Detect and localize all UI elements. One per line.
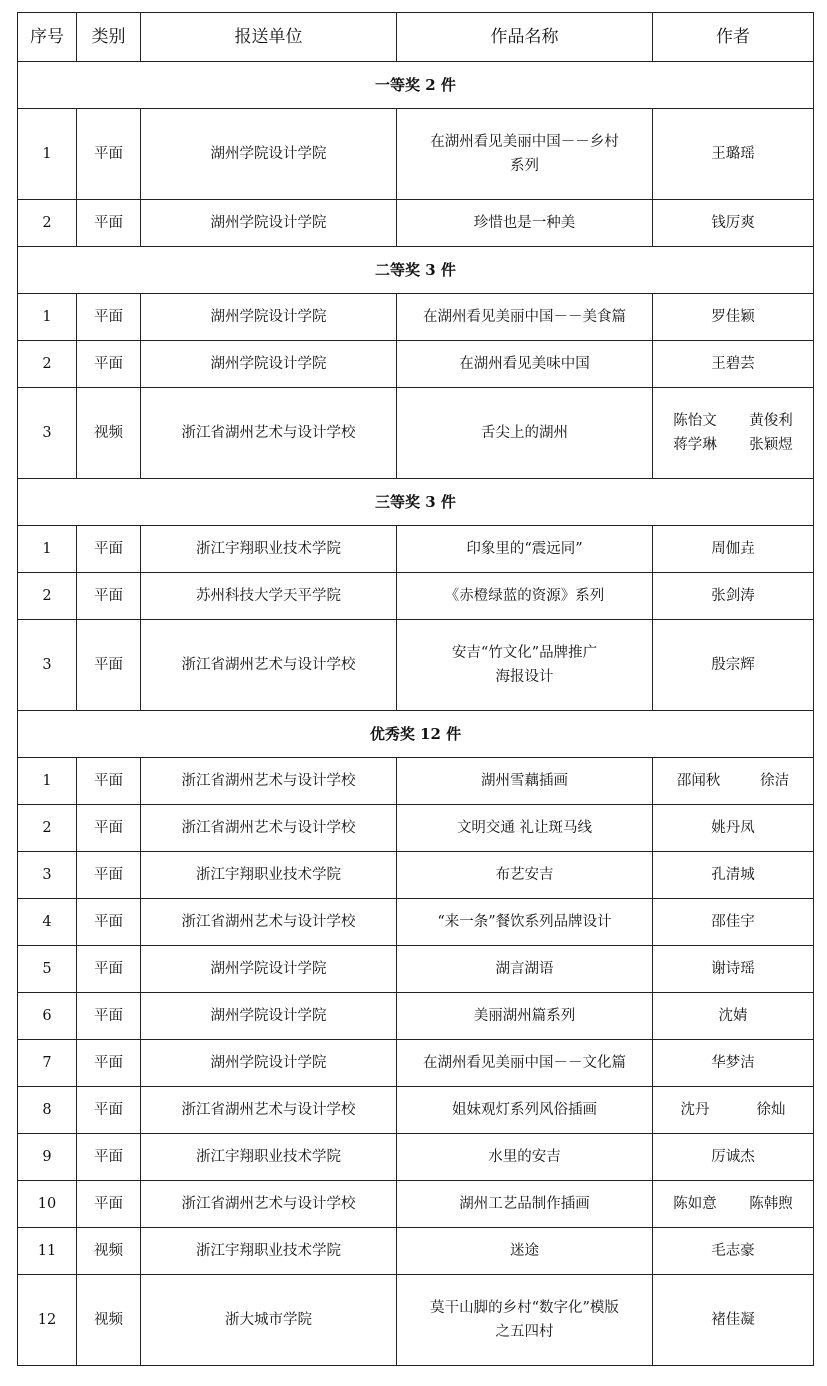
cell-type: 平面 xyxy=(77,109,141,200)
author-name: 张剑涛 xyxy=(711,588,755,604)
cell-work xyxy=(397,946,653,993)
work-title-line: 安吉“竹文化”品牌推广 xyxy=(451,645,598,661)
cell-type: 视频 xyxy=(77,1275,141,1366)
table-body xyxy=(18,62,814,1366)
cell-type: 平面 xyxy=(77,1087,141,1134)
cell-type: 平面 xyxy=(77,341,141,388)
cell-type: 视频 xyxy=(77,388,141,479)
cell-no: 4 xyxy=(18,899,77,946)
cell-unit: 湖州学院设计学院 xyxy=(141,341,397,388)
author-name: 黄俊利 xyxy=(749,413,793,429)
work-title-line: 系列 xyxy=(510,158,539,174)
cell-author xyxy=(653,805,814,852)
cell-work xyxy=(397,1275,653,1366)
author-name: 钱厉爽 xyxy=(711,215,755,231)
work-title-line: 迷途 xyxy=(510,1243,539,1259)
table-row xyxy=(18,388,814,479)
work-title-line: 美丽湖州篇系列 xyxy=(473,1008,576,1024)
table-row xyxy=(18,341,814,388)
work-title-line: 舌尖上的湖州 xyxy=(481,425,568,441)
cell-no: 11 xyxy=(18,1228,77,1275)
author-name: 邵佳宇 xyxy=(711,914,755,930)
author-name: 华梦洁 xyxy=(711,1055,755,1071)
cell-work xyxy=(397,1228,653,1275)
section-title: 优秀奖 12 件 xyxy=(18,711,814,758)
cell-work xyxy=(397,573,653,620)
cell-no: 6 xyxy=(18,993,77,1040)
section-title: 二等奖 3 件 xyxy=(18,247,814,294)
table-row xyxy=(18,1228,814,1275)
cell-unit: 湖州学院设计学院 xyxy=(141,200,397,247)
cell-no: 1 xyxy=(18,109,77,200)
cell-unit: 湖州学院设计学院 xyxy=(141,1040,397,1087)
cell-type: 平面 xyxy=(77,805,141,852)
cell-author xyxy=(653,1040,814,1087)
cell-no: 1 xyxy=(18,294,77,341)
table-row xyxy=(18,620,814,711)
author-name: 沈婧 xyxy=(718,1008,748,1024)
cell-type: 平面 xyxy=(77,526,141,573)
work-title-line: 水里的安吉 xyxy=(488,1149,561,1165)
cell-work xyxy=(397,620,653,711)
table-row xyxy=(18,852,814,899)
cell-author xyxy=(653,1134,814,1181)
table-row xyxy=(18,526,814,573)
award-table xyxy=(17,12,814,1366)
cell-unit: 浙江省湖州艺术与设计学校 xyxy=(141,620,397,711)
cell-author xyxy=(653,852,814,899)
cell-work xyxy=(397,1181,653,1228)
work-title-line: 在湖州看见美味中国 xyxy=(459,356,590,372)
header-type: 类别 xyxy=(77,13,141,62)
cell-type: 平面 xyxy=(77,946,141,993)
cell-work xyxy=(397,109,653,200)
work-title-line: 珍惜也是一种美 xyxy=(473,215,576,231)
cell-type: 平面 xyxy=(77,758,141,805)
cell-unit: 浙江宇翔职业技术学院 xyxy=(141,852,397,899)
author-name: 孔清城 xyxy=(711,867,755,883)
cell-no: 1 xyxy=(18,526,77,573)
table-row xyxy=(18,1087,814,1134)
cell-type: 平面 xyxy=(77,852,141,899)
cell-unit: 湖州学院设计学院 xyxy=(141,109,397,200)
cell-no: 2 xyxy=(18,200,77,247)
author-pair xyxy=(657,1192,809,1216)
cell-author xyxy=(653,526,814,573)
work-title-line: 在湖州看见美丽中国－－文化篇 xyxy=(423,1055,626,1071)
cell-unit: 苏州科技大学天平学院 xyxy=(141,573,397,620)
author-name: 陈韩煦 xyxy=(749,1196,793,1212)
author-name: 蒋学琳 xyxy=(673,437,717,453)
cell-author xyxy=(653,758,814,805)
cell-no: 10 xyxy=(18,1181,77,1228)
table-row xyxy=(18,758,814,805)
table-row xyxy=(18,1134,814,1181)
header-author: 作者 xyxy=(653,13,814,62)
cell-type: 平面 xyxy=(77,899,141,946)
cell-no: 5 xyxy=(18,946,77,993)
cell-unit: 浙江宇翔职业技术学院 xyxy=(141,1228,397,1275)
cell-unit: 浙江省湖州艺术与设计学校 xyxy=(141,758,397,805)
table-row xyxy=(18,1181,814,1228)
cell-work xyxy=(397,1134,653,1181)
work-title-line: 布艺安吉 xyxy=(495,867,554,883)
author-name: 王碧芸 xyxy=(711,356,755,372)
header-work: 作品名称 xyxy=(397,13,653,62)
author-name: 徐灿 xyxy=(756,1102,786,1118)
work-title-line: 莫干山脚的乡村“数字化”模版 xyxy=(430,1300,619,1316)
cell-work xyxy=(397,1040,653,1087)
section-header-row xyxy=(18,711,814,758)
work-title-line: 在湖州看见美丽中国－－美食篇 xyxy=(423,309,626,325)
cell-author xyxy=(653,993,814,1040)
cell-author xyxy=(653,109,814,200)
author-pair xyxy=(657,433,809,457)
cell-no: 12 xyxy=(18,1275,77,1366)
author-name: 毛志豪 xyxy=(711,1243,755,1259)
author-name: 王璐瑶 xyxy=(711,146,755,162)
table-row xyxy=(18,899,814,946)
cell-author xyxy=(653,341,814,388)
cell-work xyxy=(397,805,653,852)
cell-type: 平面 xyxy=(77,993,141,1040)
work-title-line: 印象里的“震远同” xyxy=(466,541,583,557)
cell-unit: 浙江宇翔职业技术学院 xyxy=(141,526,397,573)
table-row xyxy=(18,294,814,341)
work-title-line: 《赤橙绿蓝的资源》系列 xyxy=(444,588,605,604)
cell-type: 视频 xyxy=(77,1228,141,1275)
cell-unit: 浙江省湖州艺术与设计学校 xyxy=(141,388,397,479)
cell-author xyxy=(653,1181,814,1228)
author-name: 谢诗瑶 xyxy=(711,961,755,977)
cell-author xyxy=(653,294,814,341)
author-name: 徐洁 xyxy=(760,773,790,789)
table-row xyxy=(18,573,814,620)
cell-type: 平面 xyxy=(77,573,141,620)
table-row xyxy=(18,200,814,247)
cell-unit: 浙江省湖州艺术与设计学校 xyxy=(141,899,397,946)
author-name: 姚丹凤 xyxy=(711,820,755,836)
cell-work xyxy=(397,993,653,1040)
cell-no: 1 xyxy=(18,758,77,805)
cell-author xyxy=(653,573,814,620)
work-title-line: 之五四村 xyxy=(495,1324,554,1340)
cell-author xyxy=(653,1275,814,1366)
cell-no: 3 xyxy=(18,852,77,899)
table-row xyxy=(18,993,814,1040)
section-title: 一等奖 2 件 xyxy=(18,62,814,109)
cell-no: 2 xyxy=(18,341,77,388)
cell-author xyxy=(653,388,814,479)
work-title-line: 在湖州看见美丽中国－－乡村 xyxy=(430,134,619,150)
cell-unit: 浙大城市学院 xyxy=(141,1275,397,1366)
cell-work xyxy=(397,341,653,388)
author-name: 罗佳颖 xyxy=(711,309,755,325)
cell-work xyxy=(397,852,653,899)
author-name: 殷宗辉 xyxy=(711,657,755,673)
table-row xyxy=(18,946,814,993)
table-row xyxy=(18,109,814,200)
work-title-line: 湖州雪藕插画 xyxy=(481,773,568,789)
author-name: 沈丹 xyxy=(680,1102,710,1118)
author-name: 陈如意 xyxy=(673,1196,717,1212)
cell-no: 9 xyxy=(18,1134,77,1181)
cell-author xyxy=(653,1228,814,1275)
section-header-row xyxy=(18,62,814,109)
work-title-line: 湖州工艺品制作插画 xyxy=(459,1196,590,1212)
cell-no: 7 xyxy=(18,1040,77,1087)
work-title-line: 海报设计 xyxy=(495,669,554,685)
header-row xyxy=(18,13,814,62)
cell-type: 平面 xyxy=(77,620,141,711)
table-row xyxy=(18,1275,814,1366)
cell-no: 8 xyxy=(18,1087,77,1134)
section-title: 三等奖 3 件 xyxy=(18,479,814,526)
cell-no: 2 xyxy=(18,573,77,620)
cell-unit: 湖州学院设计学院 xyxy=(141,294,397,341)
cell-work xyxy=(397,294,653,341)
section-header-row xyxy=(18,479,814,526)
author-pair xyxy=(657,409,809,433)
cell-unit: 浙江省湖州艺术与设计学校 xyxy=(141,1087,397,1134)
cell-no: 3 xyxy=(18,620,77,711)
cell-no: 2 xyxy=(18,805,77,852)
author-name: 厉诚杰 xyxy=(711,1149,755,1165)
cell-unit: 浙江宇翔职业技术学院 xyxy=(141,1134,397,1181)
cell-work xyxy=(397,758,653,805)
author-name: 周伽垚 xyxy=(711,541,755,557)
cell-work xyxy=(397,526,653,573)
author-name: 褚佳凝 xyxy=(711,1312,755,1328)
cell-type: 平面 xyxy=(77,200,141,247)
cell-unit: 湖州学院设计学院 xyxy=(141,946,397,993)
section-header-row xyxy=(18,247,814,294)
cell-unit: 浙江省湖州艺术与设计学校 xyxy=(141,1181,397,1228)
cell-work xyxy=(397,1087,653,1134)
cell-work xyxy=(397,200,653,247)
work-title-line: “来一条”餐饮系列品牌设计 xyxy=(437,914,612,930)
cell-unit: 浙江省湖州艺术与设计学校 xyxy=(141,805,397,852)
author-name: 陈怡文 xyxy=(673,413,717,429)
cell-no: 3 xyxy=(18,388,77,479)
cell-type: 平面 xyxy=(77,294,141,341)
author-name: 张颖煜 xyxy=(749,437,793,453)
work-title-line: 文明交通 礼让斑马线 xyxy=(456,820,593,836)
header-no: 序号 xyxy=(18,13,77,62)
author-name: 邵闻秋 xyxy=(676,773,721,789)
author-pair xyxy=(657,1098,809,1122)
cell-type: 平面 xyxy=(77,1040,141,1087)
work-title-line: 湖言湖语 xyxy=(495,961,554,977)
cell-type: 平面 xyxy=(77,1181,141,1228)
cell-work xyxy=(397,388,653,479)
cell-unit: 湖州学院设计学院 xyxy=(141,993,397,1040)
cell-author xyxy=(653,1087,814,1134)
cell-work xyxy=(397,899,653,946)
cell-author xyxy=(653,200,814,247)
cell-author xyxy=(653,620,814,711)
cell-type: 平面 xyxy=(77,1134,141,1181)
work-title-line: 姐妹观灯系列风俗插画 xyxy=(452,1102,597,1118)
header-unit: 报送单位 xyxy=(141,13,397,62)
table-row xyxy=(18,805,814,852)
table-row xyxy=(18,1040,814,1087)
author-pair xyxy=(657,769,809,793)
cell-author xyxy=(653,899,814,946)
cell-author xyxy=(653,946,814,993)
